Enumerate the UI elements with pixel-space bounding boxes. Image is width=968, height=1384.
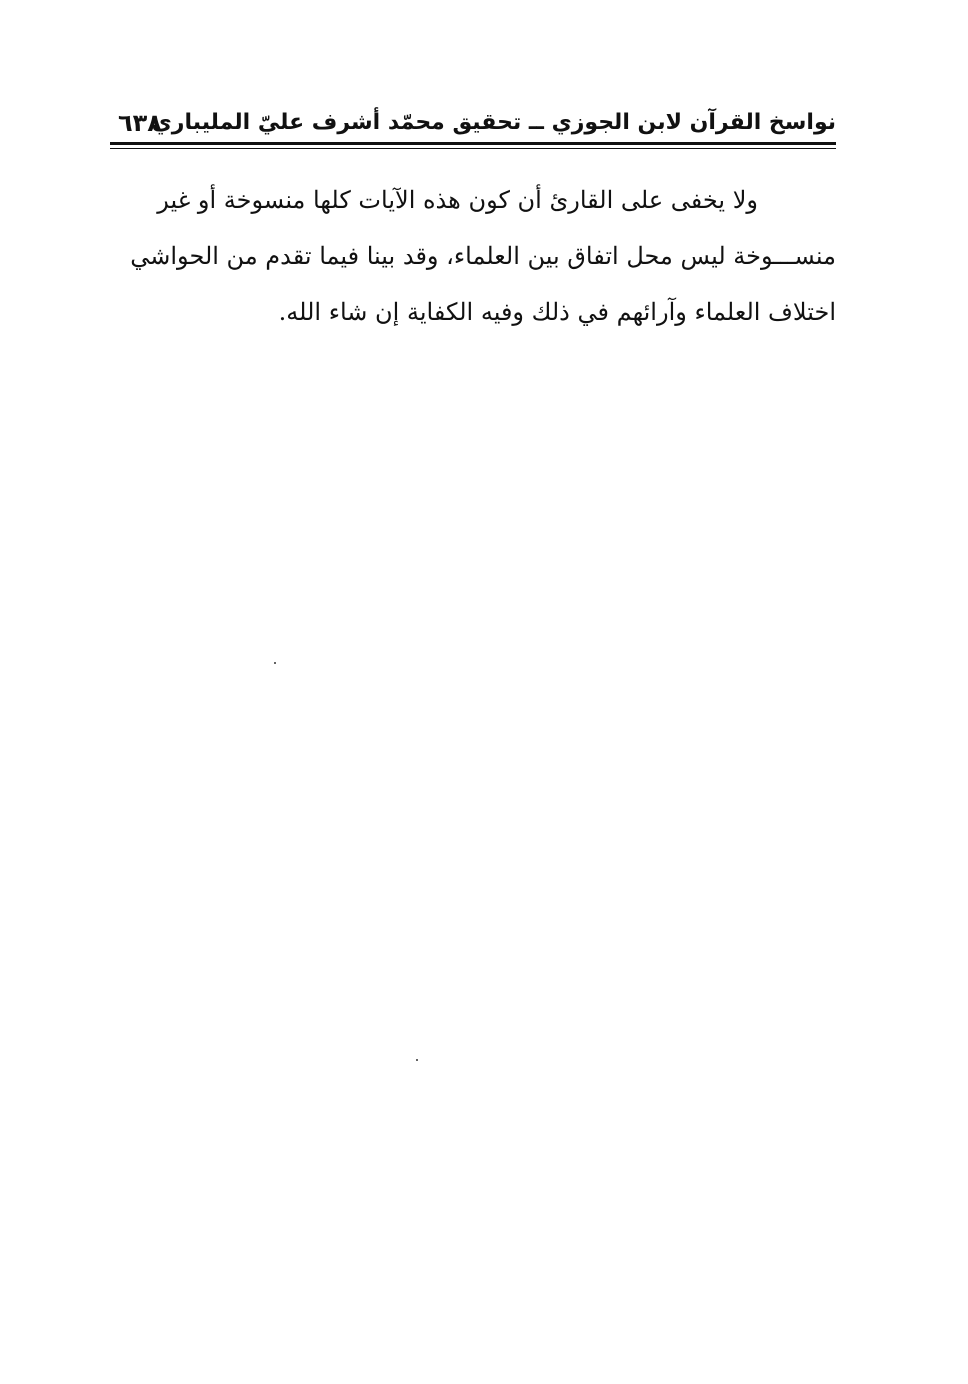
body-line-3: اختلاف العلماء وآرائهم في ذلك وفيه الكفاية إن شاء الله.	[278, 298, 836, 326]
body-line-1: ولا يخفى على القارئ أن كون هذه الآيات كلها منسوخة أو غير	[157, 186, 758, 214]
header-rule-thin	[110, 148, 836, 149]
body-line-2: منســـوخة ليس محل اتفاق بين العلماء، وقد بينا فيما تقدم من الحواشي	[130, 242, 836, 270]
scan-speck	[416, 1059, 418, 1061]
running-title: نواسخ القرآن لابن الجوزي ــ تحقيق محمّد أشرف عليّ المليباري	[151, 110, 836, 135]
page-number: ٦٣٨	[118, 109, 162, 137]
header-rule-thick	[110, 142, 836, 145]
page-header	[110, 100, 836, 140]
scan-speck	[274, 662, 276, 664]
body-text	[110, 172, 836, 340]
